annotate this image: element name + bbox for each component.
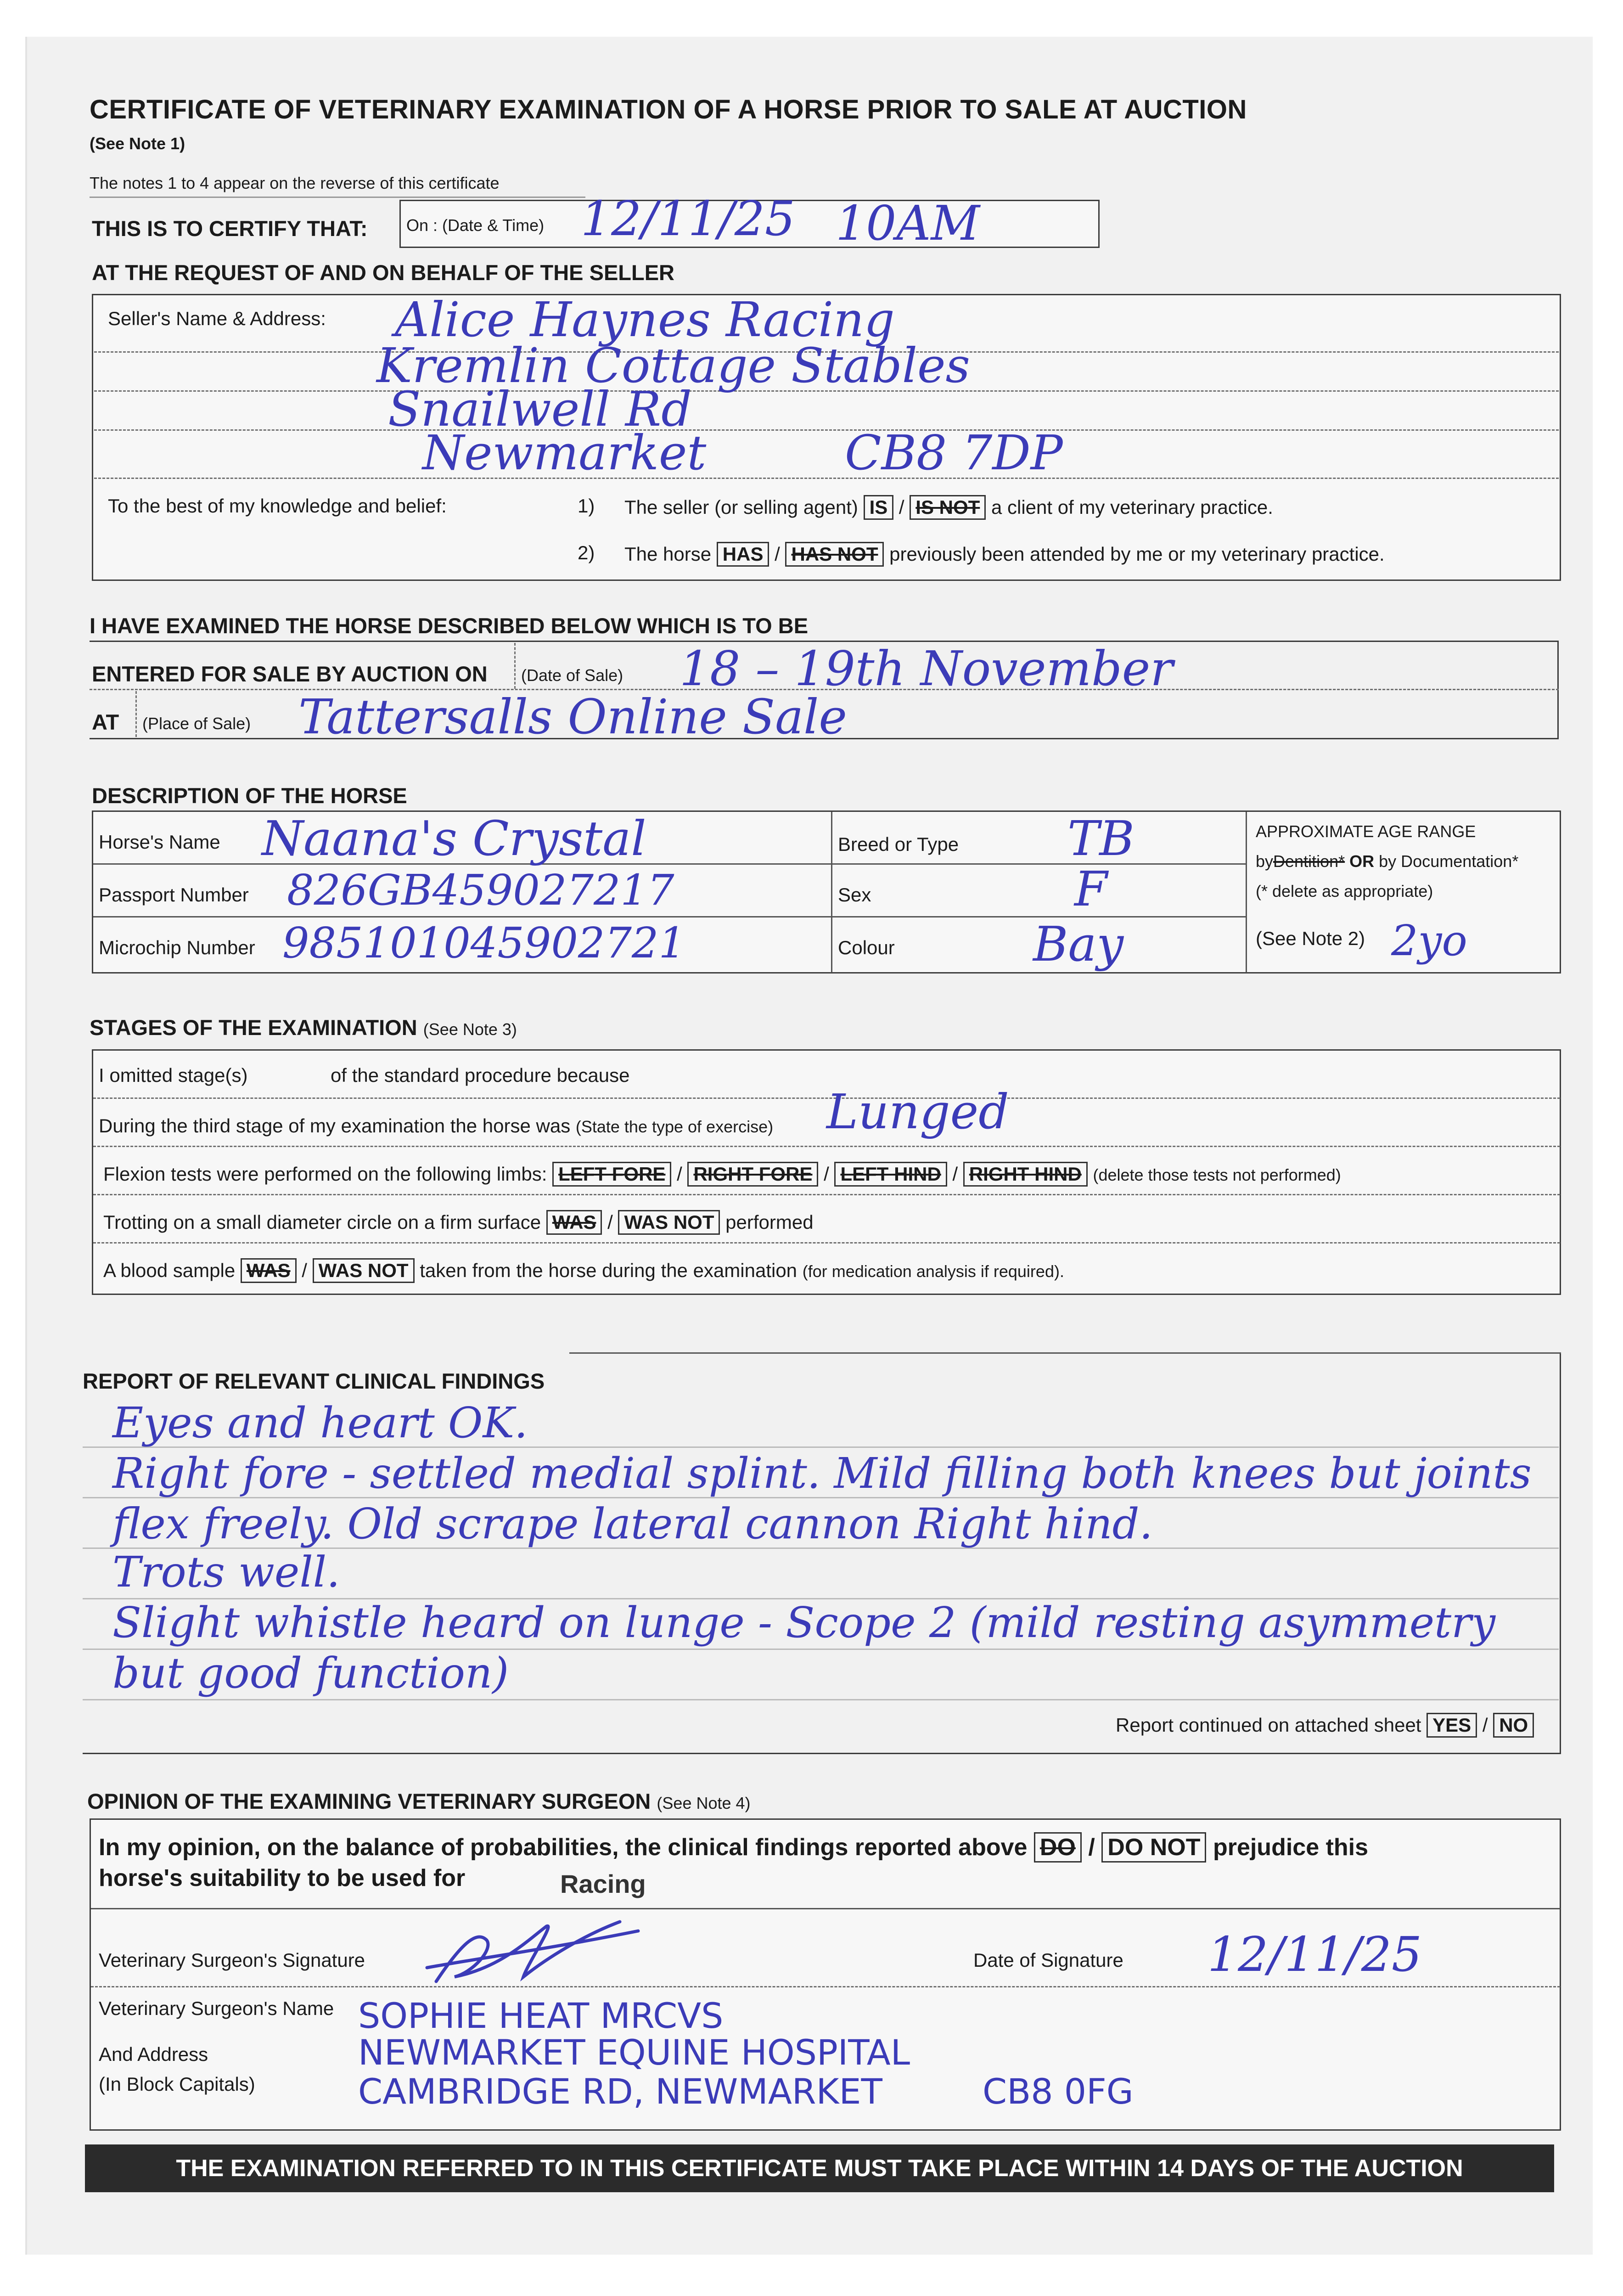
date-of-sale-label: (Date of Sale)	[521, 666, 623, 685]
left-hind-option[interactable]: LEFT HIND	[834, 1162, 947, 1187]
stages-heading: STAGES OF THE EXAMINATION (See Note 3)	[90, 1015, 517, 1040]
report-rule	[83, 1699, 1559, 1700]
stage-line	[93, 1194, 1560, 1195]
certificate-title: CERTIFICATE OF VETERINARY EXAMINATION OF A HORSE PRIOR TO SALE AT AUCTION	[90, 95, 1247, 124]
sale-heading-2: ENTERED FOR SALE BY AUCTION ON	[92, 662, 488, 686]
has-not-option[interactable]: HAS NOT	[785, 542, 884, 567]
on-label: On : (Date & Time)	[406, 216, 545, 235]
seller-line	[94, 429, 1559, 431]
blood-was-option[interactable]: WAS	[241, 1258, 297, 1283]
age-delete-note: (* delete as appropriate)	[1256, 882, 1433, 900]
do-not-option[interactable]: DO NOT	[1101, 1832, 1206, 1863]
vet-name-value: SOPHIE HEAT MRCVS	[358, 1995, 724, 2036]
date-of-signature-label: Date of Signature	[973, 1949, 1123, 1971]
at-label: AT	[92, 710, 119, 734]
description-heading: DESCRIPTION OF THE HORSE	[92, 783, 407, 808]
report-top-line	[569, 1352, 1561, 1354]
omitted-post: of the standard procedure because	[331, 1064, 630, 1086]
trot-text: Trotting on a small diameter circle on a firm surface WAS / WAS NOT performed	[103, 1210, 814, 1235]
sex-value: F	[1074, 861, 1108, 917]
age-heading: APPROXIMATE AGE RANGE	[1256, 822, 1476, 841]
opinion-line	[91, 1986, 1560, 1987]
report-line-5: Slight whistle heard on lunge - Scope 2 (mild resting asymmetry	[112, 1598, 1496, 1647]
seller-line-4: Newmarket	[422, 425, 707, 481]
colour-value: Bay	[1033, 916, 1124, 972]
age-method: byDentition* OR by Documentation*	[1256, 852, 1519, 871]
microchip-label: Microchip Number	[99, 937, 255, 958]
right-fore-option[interactable]: RIGHT FORE	[687, 1162, 818, 1187]
stage-line	[93, 1242, 1560, 1244]
passport-value: 826GB459027217	[287, 866, 674, 915]
blood-was-not-option[interactable]: WAS NOT	[313, 1258, 415, 1283]
right-hind-option[interactable]: RIGHT HIND	[963, 1162, 1088, 1187]
report-heading: REPORT OF RELEVANT CLINICAL FINDINGS	[83, 1369, 545, 1393]
certify-label: THIS IS TO CERTIFY THAT:	[92, 216, 368, 241]
left-fore-option[interactable]: LEFT FORE	[552, 1162, 671, 1187]
flexion-text: Flexion tests were performed on the following limbs: LEFT FORE / RIGHT FORE / LEFT HIND / RIGHT HIND (delete those tests not performed)	[103, 1162, 1341, 1187]
opinion-heading: OPINION OF THE EXAMINING VETERINARY SURGEON (See Note 4)	[87, 1789, 751, 1813]
place-of-sale-label: (Place of Sale)	[142, 714, 251, 733]
dentition-option[interactable]: Dentition*	[1273, 852, 1345, 871]
divider	[90, 197, 585, 198]
do-option[interactable]: DO	[1034, 1832, 1082, 1863]
age-value: 2yo	[1391, 916, 1467, 965]
exercise-value: Lunged	[826, 1084, 1009, 1140]
horse-name-label: Horse's Name	[99, 831, 220, 853]
report-line-4: Trots well.	[112, 1548, 340, 1597]
continued-yes-option[interactable]: YES	[1426, 1713, 1477, 1738]
sale-divider	[514, 643, 516, 689]
passport-label: Passport Number	[99, 884, 249, 906]
opinion-line	[91, 1908, 1560, 1909]
seller-line-1: Alice Haynes Racing	[395, 292, 895, 348]
seller-postcode: CB8 7DP	[845, 425, 1063, 481]
knowledge-label: To the best of my knowledge and belief:	[108, 495, 447, 517]
breed-label: Breed or Type	[838, 833, 959, 855]
trot-was-option[interactable]: WAS	[546, 1210, 602, 1235]
report-line-1: Eyes and heart OK.	[112, 1398, 528, 1447]
signature-mark	[409, 1913, 647, 2000]
blood-text: A blood sample WAS / WAS NOT taken from the horse during the examination (for medication analysis if required).	[103, 1258, 1064, 1283]
sale-heading-1: I HAVE EXAMINED THE HORSE DESCRIBED BELOW WHICH IS TO BE	[90, 613, 809, 638]
trot-was-not-option[interactable]: WAS NOT	[618, 1210, 720, 1235]
item2-text: The horse HAS / HAS NOT previously been attended by me or my veterinary practice.	[624, 542, 1385, 567]
signature-label: Veterinary Surgeon's Signature	[99, 1949, 365, 1971]
desc-col-line	[1246, 812, 1247, 973]
has-option[interactable]: HAS	[717, 542, 769, 567]
seller-label: Seller's Name & Address:	[108, 308, 326, 329]
is-not-option[interactable]: IS NOT	[910, 495, 986, 520]
request-line: AT THE REQUEST OF AND ON BEHALF OF THE SELLER	[92, 260, 674, 285]
report-continued: Report continued on attached sheet YES / NO	[1116, 1713, 1534, 1738]
report-line-6: but good function)	[112, 1649, 509, 1698]
opinion-text-2: horse's suitability to be used for	[99, 1865, 466, 1891]
item1-text: The seller (or selling agent) IS / IS NOT a client of my veterinary practice.	[624, 495, 1273, 520]
exam-time-value: 10AM	[836, 195, 980, 251]
header-see-note: (See Note 1)	[90, 134, 185, 153]
seller-line	[94, 478, 1559, 479]
microchip-value: 985101045902721	[282, 918, 685, 968]
colour-label: Colour	[838, 937, 895, 958]
footer-banner: THE EXAMINATION REFERRED TO IN THIS CERTIFICATE MUST TAKE PLACE WITHIN 14 DAYS OF THE AUCTION	[85, 2144, 1554, 2192]
sex-label: Sex	[838, 884, 871, 906]
address-label: And Address	[99, 2043, 208, 2065]
item2-num: 2)	[578, 542, 595, 563]
notes-line: The notes 1 to 4 appear on the reverse of this certificate	[90, 174, 500, 192]
omitted-label: I omitted stage(s)	[99, 1064, 248, 1086]
date-of-signature-value: 12/11/25	[1207, 1926, 1422, 1982]
age-note: (See Note 2)	[1256, 928, 1365, 949]
third-stage-text: During the third stage of my examination the horse was (State the type of exercise)	[99, 1115, 774, 1137]
item1-num: 1)	[578, 495, 595, 517]
report-line-2: Right fore - settled medial splint. Mild filling both knees but joints	[112, 1449, 1532, 1498]
vet-address-line-1: NEWMARKET EQUINE HOSPITAL	[358, 2032, 910, 2073]
horse-name-value: Naana's Crystal	[262, 810, 646, 867]
exam-date-value: 12/11/25	[581, 191, 796, 247]
documentation-option[interactable]: by Documentation*	[1379, 852, 1519, 871]
vet-name-label: Veterinary Surgeon's Name	[99, 1998, 334, 2019]
continued-no-option[interactable]: NO	[1493, 1713, 1534, 1738]
vet-postcode: CB8 0FG	[983, 2071, 1134, 2112]
stage-line	[93, 1146, 1560, 1147]
report-line-3: flex freely. Old scrape lateral cannon Right hind.	[112, 1499, 1153, 1548]
opinion-text-1: In my opinion, on the balance of probabilities, the clinical findings reported above DO / DO NOT prejudice this	[99, 1832, 1368, 1863]
place-of-sale-value: Tattersalls Online Sale	[298, 689, 847, 745]
date-of-sale-value: 18 – 19th November	[680, 641, 1173, 697]
breed-value: TB	[1067, 810, 1134, 867]
vet-address-line-2: CAMBRIDGE RD, NEWMARKET	[358, 2071, 882, 2112]
block-capitals-label: (In Block Capitals)	[99, 2073, 255, 2095]
seller-line-3: Snailwell Rd	[388, 381, 692, 437]
desc-col-line	[831, 812, 832, 973]
sale-divider	[135, 691, 137, 737]
is-option[interactable]: IS	[864, 495, 894, 520]
seller-line-2: Kremlin Cottage Stables	[376, 338, 970, 394]
purpose-value: Racing	[560, 1869, 646, 1898]
